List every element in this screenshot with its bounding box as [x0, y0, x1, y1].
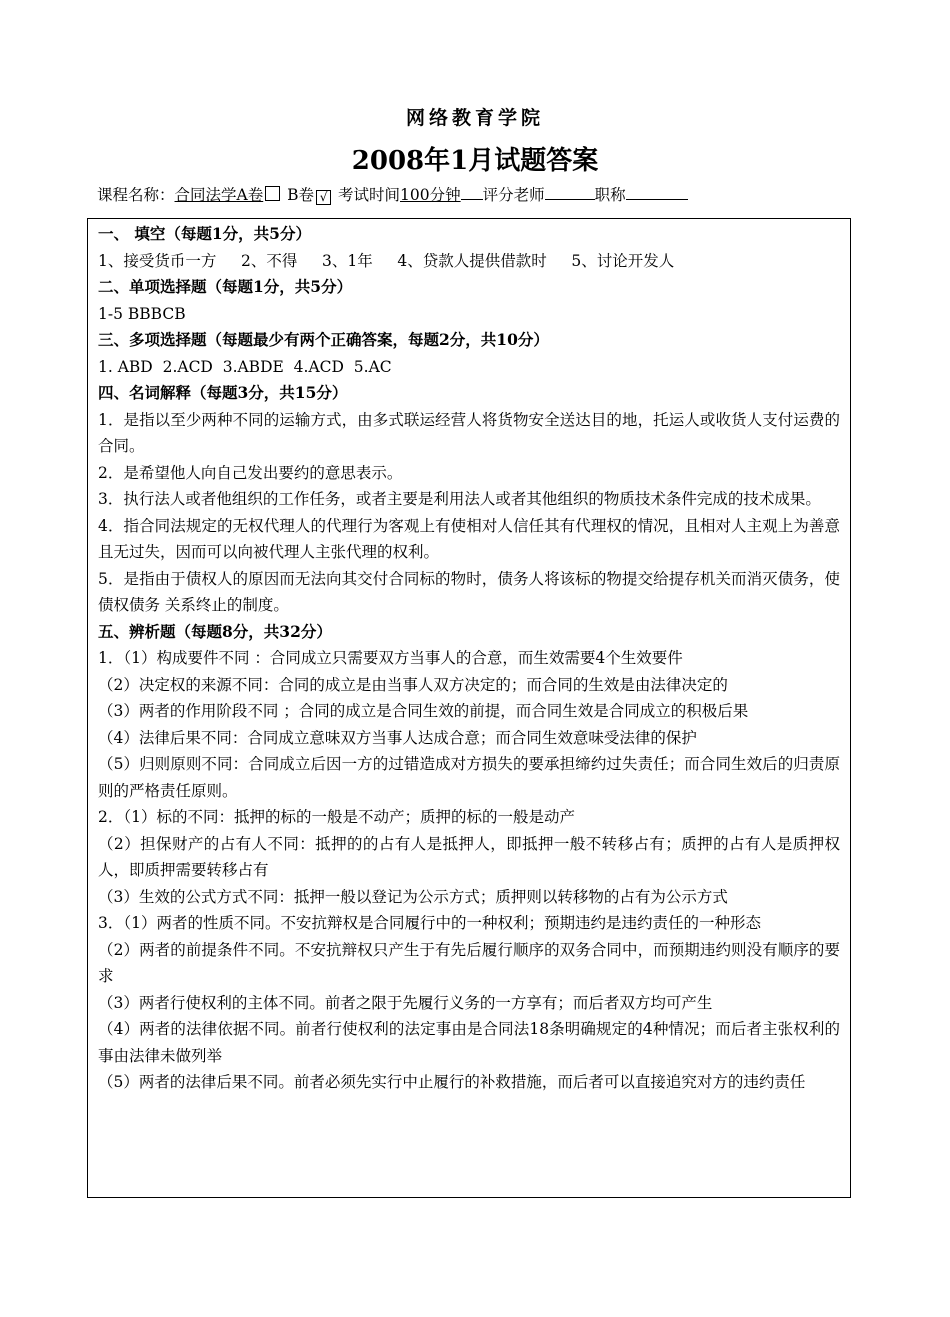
- fill-blank-answers: [98, 248, 840, 275]
- analysis-point: （2）两者的前提条件不同。不安抗辩权只产生于有先后履行顺序的双务合同中，而预期违约则没有顺序的要求: [98, 940, 840, 985]
- grader-label: 评分老师: [482, 186, 545, 204]
- multi-choice-answers: 1. ABD 2.ACD 3.ABDE 4.ACD 5.AC: [98, 357, 392, 376]
- term-definition: 1．是指以至少两种不同的运输方式，由多式联运经营人将货物安全送达目的地，托运人或收货人支付运费的合同。: [98, 410, 840, 455]
- analysis-point: （2）决定权的来源不同：合同的成立是由当事人双方决定的；而合同的生效是由法律决定的: [98, 675, 728, 694]
- analysis-point: （3）两者行使权利的主体不同。前者之限于先履行义务的一方享有；而后者双方均可产生: [98, 993, 713, 1012]
- analysis-point: （2）担保财产的占有人不同：抵押的的占有人是抵押人，即抵押一般不转移占有；质押的占有人是质押权人，即质押需要转移占有: [98, 834, 840, 879]
- grader-blank: [545, 185, 595, 200]
- exam-time-value: 100分钟: [400, 186, 461, 204]
- section-heading: 五、辨析题（每题8分，共32分）: [98, 621, 332, 641]
- term-definition: 4．指合同法规定的无权代理人的代理行为客观上有使相对人信任其有代理权的情况，且相对人主观上为善意且无过失，因而可以向被代理人主张代理的权利。: [98, 516, 840, 561]
- term-definition: 2．是希望他人向自己发出要约的意思表示。: [98, 463, 403, 482]
- analysis-point: 1．（1）构成要件不同 ：合同成立只需要双方当事人的合意，而生效需要4个生效要件: [98, 649, 683, 667]
- paper-b-label: B卷: [287, 186, 315, 204]
- paper-b-checkbox: √: [316, 190, 331, 205]
- analysis-point: 3．（1）两者的性质不同。不安抗辩权是合同履行中的一种权利；预期违约是违约责任的一种形态: [98, 914, 761, 932]
- exam-time-blank: [461, 185, 483, 200]
- analysis-point: （3）生效的公式方式不同：抵押一般以登记为公示方式；质押则以转移物的占有为公示方式: [98, 887, 728, 906]
- course-info-line: [97, 183, 857, 205]
- term-definition: 5．是指由于债权人的原因而无法向其交付合同标的物时，债务人将该标的物提交给提存机关而消灭债务，使债权债务 关系终止的制度。: [98, 569, 840, 614]
- analysis-point: （5）两者的法律后果不同。前者必须先实行中止履行的补救措施，而后者可以直接追究对方的违约责任: [98, 1073, 806, 1091]
- answer-item: 1、接受货币一方: [98, 251, 217, 270]
- analysis-point: （3）两者的作用阶段不同 ；合同的成立是合同生效的前提，而合同生效是合同成立的积极后果: [98, 702, 749, 720]
- section-heading: 四、名词解释（每题3分，共15分）: [98, 383, 348, 402]
- job-title-blank: [626, 185, 688, 200]
- course-label: 课程名称：: [97, 186, 175, 204]
- analysis-point: （4）两者的法律依据不同。前者行使权利的法定事由是合同法18条明确规定的4种情况；而后者主张权利的事由法律未做列举: [98, 1020, 840, 1065]
- section-heading: 一、 填空（每题1分，共5分）: [98, 224, 311, 243]
- page-title: 2008年1月试题答案: [351, 146, 599, 176]
- paper-a-checkbox: [265, 186, 280, 201]
- answer-item: 2、不得: [241, 251, 298, 270]
- single-choice-answers: 1-5 BBBCB: [98, 304, 186, 323]
- course-name: 合同法学: [174, 186, 237, 204]
- answer-table: [87, 218, 851, 1198]
- analysis-point: （5）归则原则不同：合同成立后因一方的过错造成对方损失的要承担缔约过失责任；而合同生效后的归责原则的严格责任原则。: [98, 755, 840, 800]
- answer-item: 5、讨论开发人: [571, 251, 675, 270]
- section-heading: 二、单项选择题（每题1分，共5分）: [98, 277, 353, 296]
- section-heading: 三、多项选择题（每题最少有两个正确答案，每题2分，共10分）: [98, 330, 549, 349]
- school-name: 网络教育学院: [405, 107, 544, 129]
- answer-item: 3、1年: [322, 251, 373, 270]
- analysis-point: （4）法律后果不同：合同成立意味双方当事人达成合意；而合同生效意味受法律的保护: [98, 728, 697, 747]
- term-definition: 3．执行法人或者他组织的工作任务，或者主要是利用法人或者其他组织的物质技术条件完成的技术成果。: [98, 490, 821, 508]
- job-title-label: 职称: [594, 186, 626, 204]
- answer-item: 4、贷款人提供借款时: [397, 251, 547, 270]
- exam-time-label: 考试时间: [338, 186, 401, 204]
- paper-a-label: A卷: [236, 186, 264, 204]
- analysis-point: 2．（1）标的不同：抵押的标的一般是不动产；质押的标的一般是动产: [98, 808, 575, 826]
